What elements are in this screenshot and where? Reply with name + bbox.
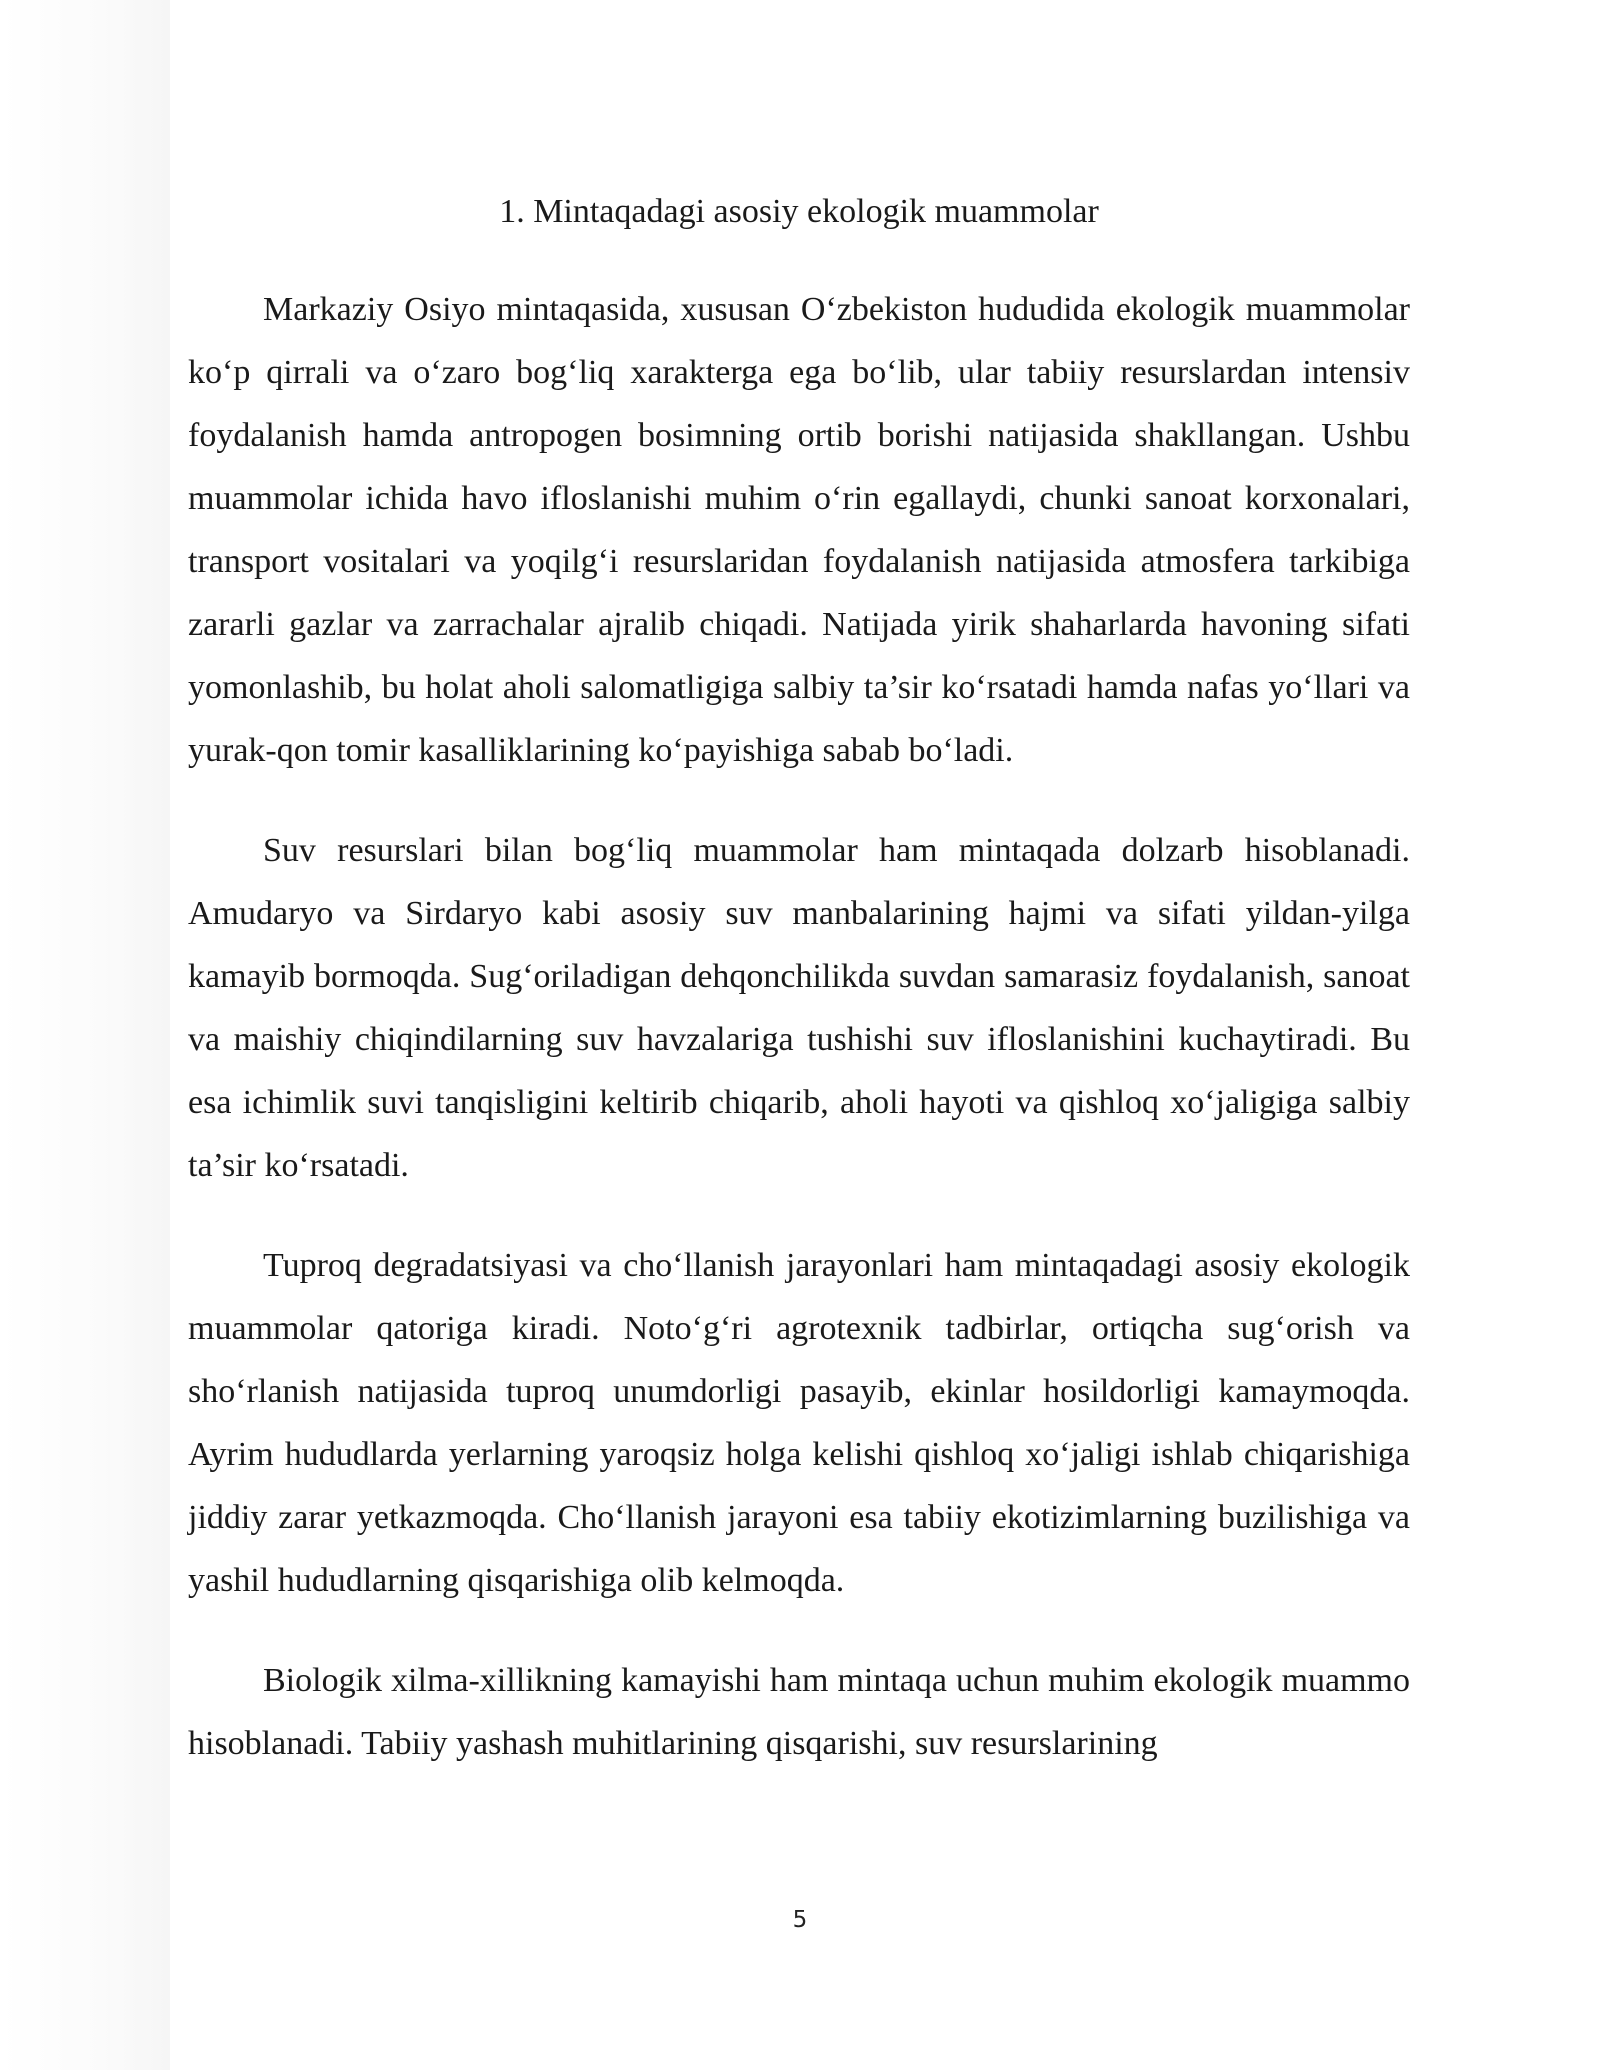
paragraph-water-resources: Suv resurslari bilan bog‘liq muammolar ham mintaqada dolzarb hisoblanadi. Amudaryo va Sirdaryo kabi asosiy suv manbalarining hajmi va sifati yildan-yilga kamayib bormoqda. Sug‘oriladigan dehqonchilikda suvdan samarasiz foydalanish, sanoat va maishiy chiqindilarning suv havzalariga tushishi suv ifloslanishini kuchaytiradi. Bu esa ichimlik suvi tanqisligini keltirib chiqarib, aholi hayoti va qishloq xo‘jaligiga salbiy ta’sir ko‘rsatadi. bbox=[188, 832, 1410, 1184]
paragraph-soil-degradation: Tuproq degradatsiyasi va cho‘llanish jarayonlari ham mintaqadagi asosiy ekologik muammolar qatoriga kiradi. Noto‘g‘ri agrotexnik tadbirlar, ortiqcha sug‘orish va sho‘rlanish natijasida tuproq unumdorligi pasayib, ekinlar hosildorligi kamaymoqda. Ayrim hududlarda yerlarning yaroqsiz holga kelishi qishloq xo‘jaligi ishlab chiqarishiga jiddiy zarar yetkazmoqda. Cho‘llanish jarayoni esa tabiiy ekotizimlarning buzilishiga va yashil hududlarning qisqarishiga olib kelmoqda. bbox=[188, 1247, 1410, 1599]
page-content bbox=[188, 180, 1410, 1812]
page-edge-shadow bbox=[0, 0, 170, 2070]
section-title: 1. Mintaqadagi asosiy ekologik muammolar bbox=[499, 193, 1099, 230]
page-number: 5 bbox=[792, 1907, 808, 1933]
paragraph-air-pollution: Markaziy Osiyo mintaqasida, xususan O‘zbekiston hududida ekologik muammolar ko‘p qirrali va o‘zaro bog‘liq xarakterga ega bo‘lib, ular tabiiy resurslardan intensiv foydalanish hamda antropogen bosimning ortib borishi natijasida shakllangan. Ushbu muammolar ichida havo ifloslanishi muhim o‘rin egallaydi, chunki sanoat korxonalari, transport vositalari va yoqilg‘i resurslaridan foydalanish natijasida atmosfera tarkibiga zararli gazlar va zarrachalar ajralib chiqadi. Natijada yirik shaharlarda havoning sifati yomonlashib, bu holat aholi salomatligiga salbiy ta’sir ko‘rsatadi hamda nafas yo‘llari va yurak-qon tomir kasalliklarining ko‘payishiga sabab bo‘ladi. bbox=[188, 291, 1410, 769]
paragraph-biodiversity: Biologik xilma-xillikning kamayishi ham mintaqa uchun muhim ekologik muammo hisoblanadi. Tabiiy yashash muhitlarining qisqarishi, suv resurslarining bbox=[188, 1662, 1410, 1762]
